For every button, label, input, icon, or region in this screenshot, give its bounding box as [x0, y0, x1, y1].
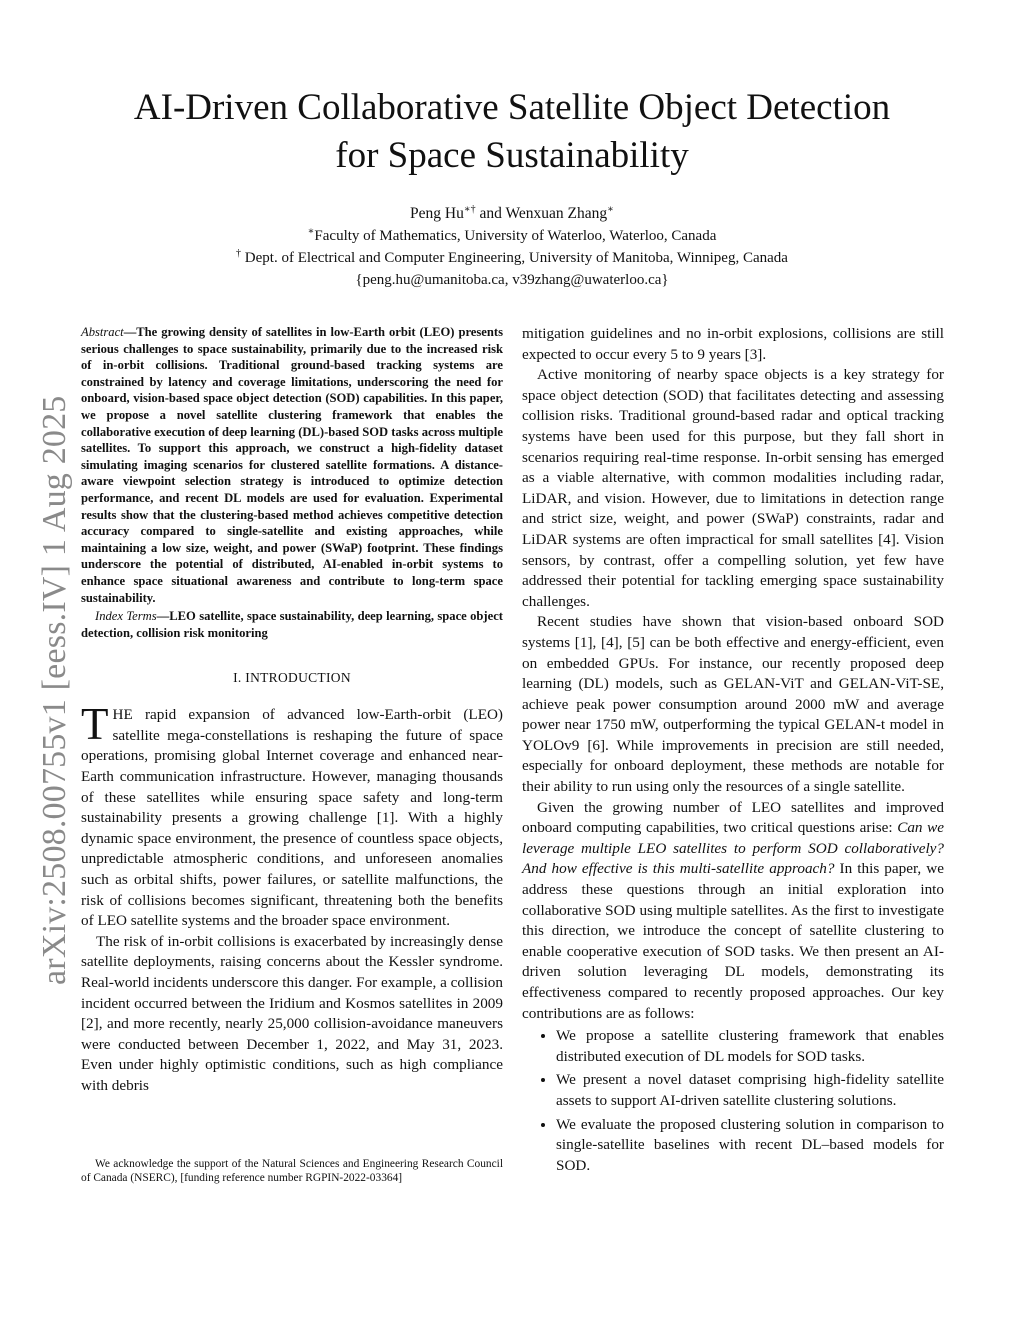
- section-heading: [81, 670, 503, 686]
- paragraph-text: rapid expansion of advanced low-Earth-orbit (LEO) satellite mega-constellations is reshaping the future of space operations, promising global Internet coverage and enhanced near-Earth communication infrastructure. However, managing thousands of these satellites while ensuring space safety and long-term sustainability presents a growing challenge [1]. With a highly dynamic space environment, the presence of countless space objects, unpredictable atmospheric conditions, and unforeseen anomalies such as orbital shifts, power failures, or satellite malfunctions, the risk of collisions becomes significant, threatening both the benefits of LEO satellite systems and the broader space environment.: [81, 706, 503, 930]
- contribution-item: • We propose a satellite clustering framework that enables distributed execution of DL models for SOD tasks.: [556, 1026, 944, 1067]
- paragraph-text: Given the growing number of LEO satellites and improved onboard computing capabilities, two critical questions arise:: [522, 798, 944, 837]
- author-separator: and: [475, 205, 506, 222]
- paragraph-text: In this paper, we address these questions through an initial exploration into collaborative SOD using multiple satellites. As the first to investigate this direction, we introduce the concept of satellite clustering to enable cooperative execution of SOD tasks. We then present an AI-driven solution leveraging DL models, demonstrating its effectiveness compared to recently proposed approaches. Our key contributions are as follows:: [522, 860, 944, 1022]
- funding-footnote: [81, 1157, 503, 1186]
- abstract-text: —The growing density of satellites in low-Earth orbit (LEO) presents serious challenges to space sustainability, primarily due to the increased risk of in-orbit collisions. Traditional ground-based tracking systems are constrained by latency and coverage limitations, underscoring the need for onboard, vision-based space object detection (SOD) capabilities. In this paper, we propose a novel satellite clustering framework that enables the collaborative execution of deep learning (DL)-based SOD tasks across multiple satellites. To support this approach, we construct a high-fidelity dataset simulating imaging scenarios for clustered satellite formations. A distance-aware viewpoint selection strategy is introduced to optimize detection performance, and recent DL models are used for evaluation. Experimental results show that the clustering-based method achieves competitive detection accuracy compared to single-satellite and existing approaches, while maintaining a low size, weight, and power (SWaP) footprint. These findings underscore the potential of distributed, AI-enabled in-orbit systems to enhance space situational awareness and contribute to long-term space sustainability.: [81, 325, 503, 605]
- index-terms: [81, 608, 503, 641]
- section-title-initial: I: [245, 670, 251, 686]
- index-terms-label: Index Terms: [95, 609, 157, 624]
- affiliation-1: [80, 225, 944, 247]
- intro-paragraph-4: Recent studies have shown that vision-based onboard SOD systems [1], [4], [5] can be both effective and energy-efficient, even on embedded GPUs. For instance, our recently proposed deep learning (DL) models, such as GELAN-ViT and GELAN-ViT-SE, achieve peak power consumption around 2000 mW and average power near 1750 mW, outperforming the typical GELAN-t model in YOLOv9 [6]. While improvements in precision are still needed, especially for onboard deployment, these methods are notable for their ability to run using only the resources of a single satellite.: [522, 613, 944, 796]
- intro-paragraph-2-continued: mitigation guidelines and no in-orbit explosions, collisions are still expected to occur every 5 to 9 years [3].: [522, 325, 944, 363]
- author-affiliation-mark: ∗: [607, 203, 614, 215]
- left-column: [81, 324, 503, 1097]
- intro-paragraph-5: [522, 798, 944, 1025]
- author-name: Peng Hu: [410, 205, 464, 222]
- footnote-text: We acknowledge the support of the Natural Sciences and Engineering Research Council of Canada (NSERC), [funding reference number RGPIN-2022-03364]: [81, 1158, 503, 1185]
- section-title-rest: NTRODUCTION: [250, 670, 351, 686]
- title-line-1: AI-Driven Collaborative Satellite Object Detection: [133, 87, 891, 128]
- paper-title: [80, 84, 944, 180]
- index-terms-text: —LEO satellite, space sustainability, deep learning, space object detection, collision risk monitoring: [81, 609, 503, 640]
- title-line-2: for Space Sustainability: [335, 135, 689, 176]
- contribution-item: • We present a novel dataset comprising high-fidelity satellite assets to support AI-driven satellite clustering solutions.: [556, 1070, 944, 1111]
- author-emails: {peng.hu@umanitoba.ca, v39zhang@uwaterloo.ca}: [355, 272, 669, 288]
- affiliation-text: Faculty of Mathematics, University of Waterloo, Waterloo, Canada: [314, 228, 717, 244]
- intro-paragraph-2: The risk of in-orbit collisions is exacerbated by increasingly dense satellite deployments, raising concerns about the Kessler syndrome. Real-world incidents underscore this danger. For example, a collision incident occurred between the Iridium and Kosmos satellites in 2009 [2], and more recently, nearly 25,000 collision-avoidance maneuvers were conducted between December 1, 2022, and May 31, 2023. Even under highly optimistic conditions, such as high compliance with debris: [81, 932, 503, 1094]
- author-name: Wenxuan Zhang: [505, 205, 608, 222]
- affiliations: [80, 225, 944, 291]
- drop-cap: T: [81, 699, 109, 750]
- affiliation-text: Dept. of Electrical and Computer Engineering, University of Manitoba, Winnipeg, Canada: [241, 250, 788, 266]
- abstract: [81, 324, 503, 606]
- affiliation-mark: †: [236, 248, 242, 259]
- affiliation-2: [80, 247, 944, 269]
- affiliation-mark: ∗: [307, 226, 315, 237]
- intro-paragraph-1: [81, 699, 503, 932]
- right-column: [522, 324, 944, 1179]
- abstract-label: Abstract: [81, 325, 124, 339]
- intro-paragraph-3: Active monitoring of nearby space objects is a key strategy for space object detection (SOD) that facilitates detecting and assessing collision risks. Traditional ground-based radar and optical tracking systems have been used for this purpose, but they fall short in scenarios requiring real-time response. In-orbit sensing has emerged as a viable alternative, with common modalities including radar, LiDAR, and vision. However, due to limitations in detection range and strict size, weight, and power (SWaP) constraints, radar and LiDAR systems are often impractical for small satellites [4]. Vision sensors, by contrast, offer a compelling solution, yet few have addressed their potential for tackling emerging space sustainability challenges.: [522, 366, 944, 610]
- contributions-list: [522, 1026, 944, 1176]
- arxiv-identifier: arXiv:2508.00755v1 [eess.IV] 1 Aug 2025: [36, 395, 73, 985]
- author-affiliation-mark: ∗†: [463, 203, 476, 215]
- section-numeral: I.: [233, 670, 246, 686]
- first-word: HE: [112, 706, 133, 724]
- research-questions: Can we leverage multiple LEO satellites to perform SOD collaboratively? And how effective is this multi-satellite approach?: [522, 819, 944, 878]
- contribution-item: • We evaluate the proposed clustering solution in comparison to single-satellite baselines with recent DL–based models for SOD.: [556, 1115, 944, 1177]
- author-line: [80, 203, 944, 225]
